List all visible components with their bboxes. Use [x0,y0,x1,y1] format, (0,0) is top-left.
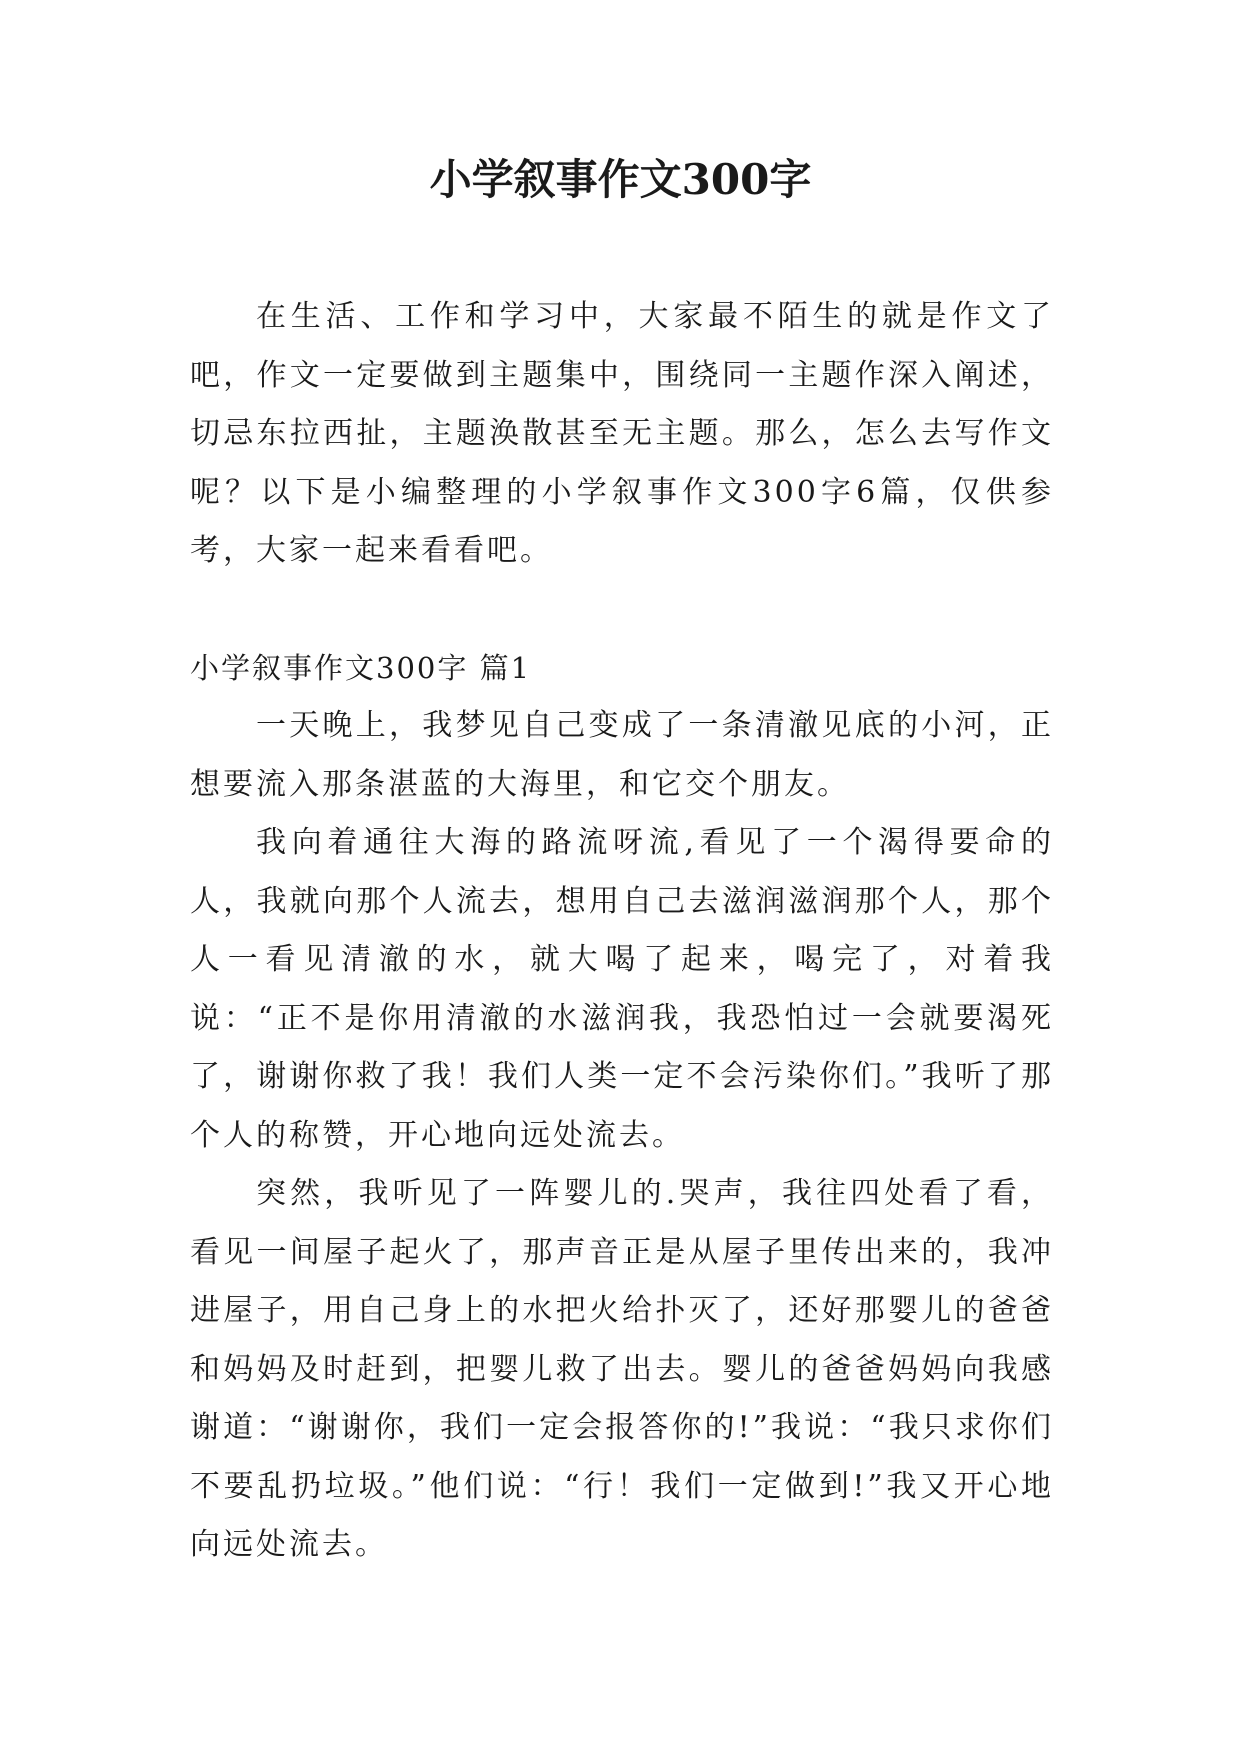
section-heading: 小学叙事作文300字 篇1 [190,650,532,685]
body-paragraph: 突然，我听见了一阵婴儿的.哭声，我往四处看了看，看见一间屋子起火了，那声音正是从屋子里传出来的，我冲进屋子，用自己身上的水把火给扑灭了，还好那婴儿的爸爸和妈妈及时赶到，把婴儿救了出去。婴儿的爸爸妈妈向我感谢道：“谢谢你，我们一定会报答你的!”我说：“我只求你们不要乱扔垃圾。”他们说：“行！我们一定做到!”我又开心地向远处流去。 [190,1176,1054,1562]
intro-paragraph: 在生活、工作和学习中，大家最不陌生的就是作文了吧，作文一定要做到主题集中，围绕同一主题作深入阐述，切忌东拉西扯，主题涣散甚至无主题。那么，怎么去写作文呢？以下是小编整理的小学叙事作文300字6篇，仅供参考，大家一起来看看吧。 [190,299,1054,568]
document-body [190,288,1054,1575]
body-paragraph: 我向着通往大海的路流呀流,看见了一个渴得要命的人，我就向那个人流去，想用自己去滋润滋润那个人，那个人一看见清澈的水，就大喝了起来，喝完了，对着我说：“正不是你用清澈的水滋润我，我恐怕过一会就要渴死了，谢谢你救了我！我们人类一定不会污染你们。”我听了那个人的称赞，开心地向远处流去。 [190,825,1054,1153]
body-paragraph: 一天晚上，我梦见自己变成了一条清澈见底的小河，正想要流入那条湛蓝的大海里，和它交个朋友。 [190,708,1054,802]
document-title: 小学叙事作文300字 [429,155,812,204]
